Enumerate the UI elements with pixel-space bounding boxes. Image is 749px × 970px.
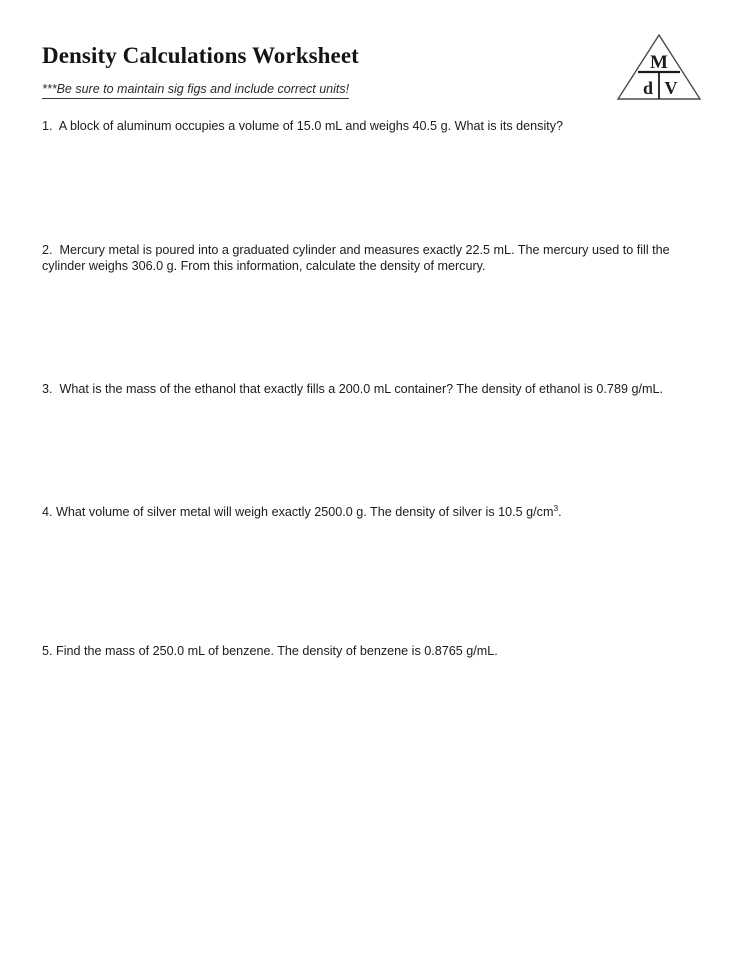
question-item-3: 3. What is the mass of the ethanol that exactly fills a 200.0 mL container? The density of ethanol is 0.789 g/mL. [42,381,663,396]
question-item-2: 2. Mercury metal is poured into a graduated cylinder and measures exactly 22.5 mL. The mercury used to fill the cylinder weighs 306.0 g. From this information, calculate the density of mercury. [42,242,674,273]
triangle-label-volume: V [664,78,678,98]
question-4-superscript: 3 [553,502,559,513]
worksheet-instructions-note: ***Be sure to maintain sig figs and include correct units! [42,82,349,99]
question-list [42,118,698,672]
triangle-label-mass: M [650,52,668,73]
question-4-text-tail: . [558,505,562,519]
question-item-4 [42,504,698,521]
question-4-text-main: 4. What volume of silver metal will weigh exactly 2500.0 g. The density of silver is 10.5 g/cm [42,505,554,519]
question-item-1: 1. A block of aluminum occupies a volume of 15.0 mL and weighs 40.5 g. What is its density? [42,119,564,133]
density-triangle-icon [614,31,704,103]
density-triangle-diagram [614,31,704,103]
triangle-label-density: d [642,78,654,98]
question-item-5: 5. Find the mass of 250.0 mL of benzene. The density of benzene is 0.8765 g/mL. [42,643,498,658]
worksheet-header [42,42,702,99]
page-title: Density Calculations Worksheet [42,43,359,68]
